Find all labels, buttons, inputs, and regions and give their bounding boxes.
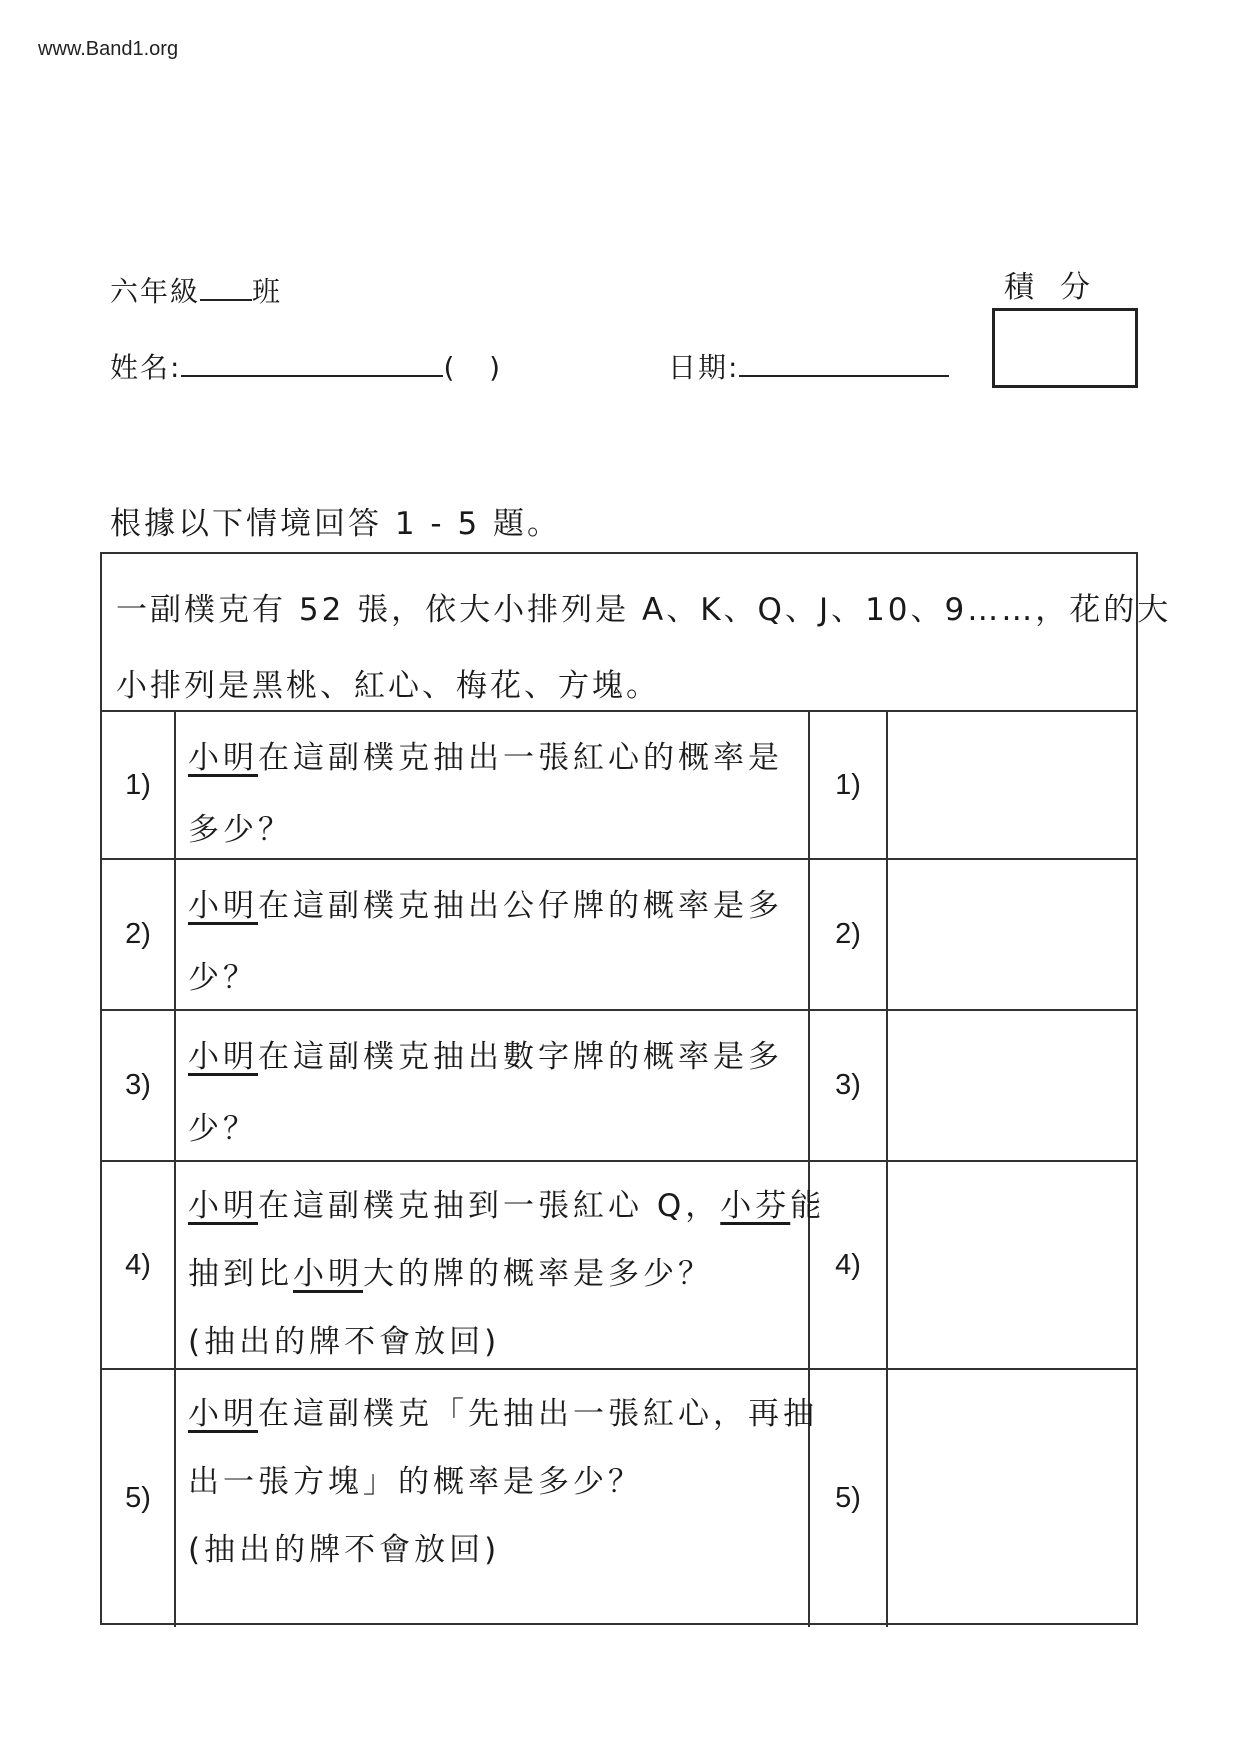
student-name: 小明 xyxy=(293,1256,363,1292)
answer-label: 1) xyxy=(810,712,888,858)
question-segment: 在這副樸克抽出數字牌的概率是多 xyxy=(258,1039,783,1075)
grade-prefix: 六年級 xyxy=(110,275,201,308)
question-line xyxy=(188,870,796,942)
scenario xyxy=(102,554,1172,712)
answer-box[interactable] xyxy=(886,712,1136,858)
question-line xyxy=(188,794,796,866)
question-segment: 出一張方塊」的概率是多少？ xyxy=(188,1464,643,1500)
instruction: 根據以下情境回答 1 - 5 題。 xyxy=(110,506,562,542)
question-text xyxy=(174,860,810,1009)
question-line xyxy=(188,1093,796,1165)
student-name: 小明 xyxy=(188,1039,258,1075)
question-number: 4) xyxy=(102,1162,176,1368)
answer-box[interactable] xyxy=(886,1162,1136,1368)
question-segment: 在這副樸克抽出公仔牌的概率是多 xyxy=(258,888,783,924)
grade-field xyxy=(110,270,282,310)
question-segment: 在這副樸克「先抽出一張紅心，再抽 xyxy=(258,1396,818,1432)
name-field xyxy=(110,346,502,386)
answer-box[interactable] xyxy=(886,860,1136,1009)
question-segment: (抽出的牌不會放回) xyxy=(188,1324,501,1360)
score-box[interactable] xyxy=(992,308,1138,388)
student-name: 小明 xyxy=(188,740,258,776)
date-label: 日期: xyxy=(668,351,740,384)
question-line xyxy=(188,1516,796,1584)
question-segment: 在這副樸克抽出一張紅心的概率是 xyxy=(258,740,783,776)
question-text xyxy=(174,1011,810,1160)
question-number: 2) xyxy=(102,860,176,1009)
question-line xyxy=(188,1021,796,1093)
question-number: 1) xyxy=(102,712,176,858)
answer-box[interactable] xyxy=(886,1011,1136,1160)
date-field xyxy=(668,346,949,386)
student-name: 小明 xyxy=(188,1188,258,1224)
student-name: 小明 xyxy=(188,888,258,924)
question-number: 3) xyxy=(102,1011,176,1160)
question-line xyxy=(188,1308,796,1376)
question-text xyxy=(174,1370,818,1627)
answer-label: 5) xyxy=(810,1370,888,1627)
answer-label: 4) xyxy=(810,1162,888,1368)
question-row xyxy=(102,712,1136,860)
question-line xyxy=(188,1448,796,1516)
question-row xyxy=(102,1370,1136,1627)
question-line xyxy=(188,1380,818,1448)
question-number: 5) xyxy=(102,1370,176,1627)
question-segment: 抽到比 xyxy=(188,1256,293,1292)
date-blank[interactable] xyxy=(739,375,949,377)
student-name: 小明 xyxy=(188,1396,258,1432)
question-segment: 多少？ xyxy=(188,812,293,848)
grade-suffix: 班 xyxy=(252,275,283,308)
question-text xyxy=(174,712,810,858)
answer-label: 2) xyxy=(810,860,888,1009)
grade-blank[interactable] xyxy=(200,299,252,301)
class-number-paren: ( ) xyxy=(443,351,502,384)
name-label: 姓名: xyxy=(110,351,182,384)
site-watermark: www.Band1.org xyxy=(38,38,179,60)
question-row xyxy=(102,1162,1136,1370)
name-blank[interactable] xyxy=(181,375,443,377)
question-row xyxy=(102,1011,1136,1162)
scenario-line-2: 小排列是黑桃、紅心、梅花、方塊。 xyxy=(116,668,660,704)
score-label: 積分 xyxy=(1004,270,1116,305)
question-segment: (抽出的牌不會放回) xyxy=(188,1532,501,1568)
question-row xyxy=(102,860,1136,1011)
scenario-line-1: 一副樸克有 52 張，依大小排列是 A、K、Q、J、10、9……，花的大 xyxy=(116,592,1172,628)
question-segment: 能 xyxy=(790,1188,826,1224)
question-line xyxy=(188,722,796,794)
question-line xyxy=(188,1240,796,1308)
question-segment: 在這副樸克抽到一張紅心 Q， xyxy=(258,1188,721,1224)
question-text xyxy=(174,1162,826,1368)
question-line xyxy=(188,1172,826,1240)
question-segment: 少？ xyxy=(188,1111,258,1147)
answer-label: 3) xyxy=(810,1011,888,1160)
question-segment: 大的牌的概率是多少？ xyxy=(363,1256,713,1292)
question-line xyxy=(188,942,796,1014)
question-segment: 少？ xyxy=(188,960,258,996)
question-table xyxy=(100,552,1172,1625)
student-name: 小芬 xyxy=(720,1188,791,1224)
answer-box[interactable] xyxy=(886,1370,1136,1627)
